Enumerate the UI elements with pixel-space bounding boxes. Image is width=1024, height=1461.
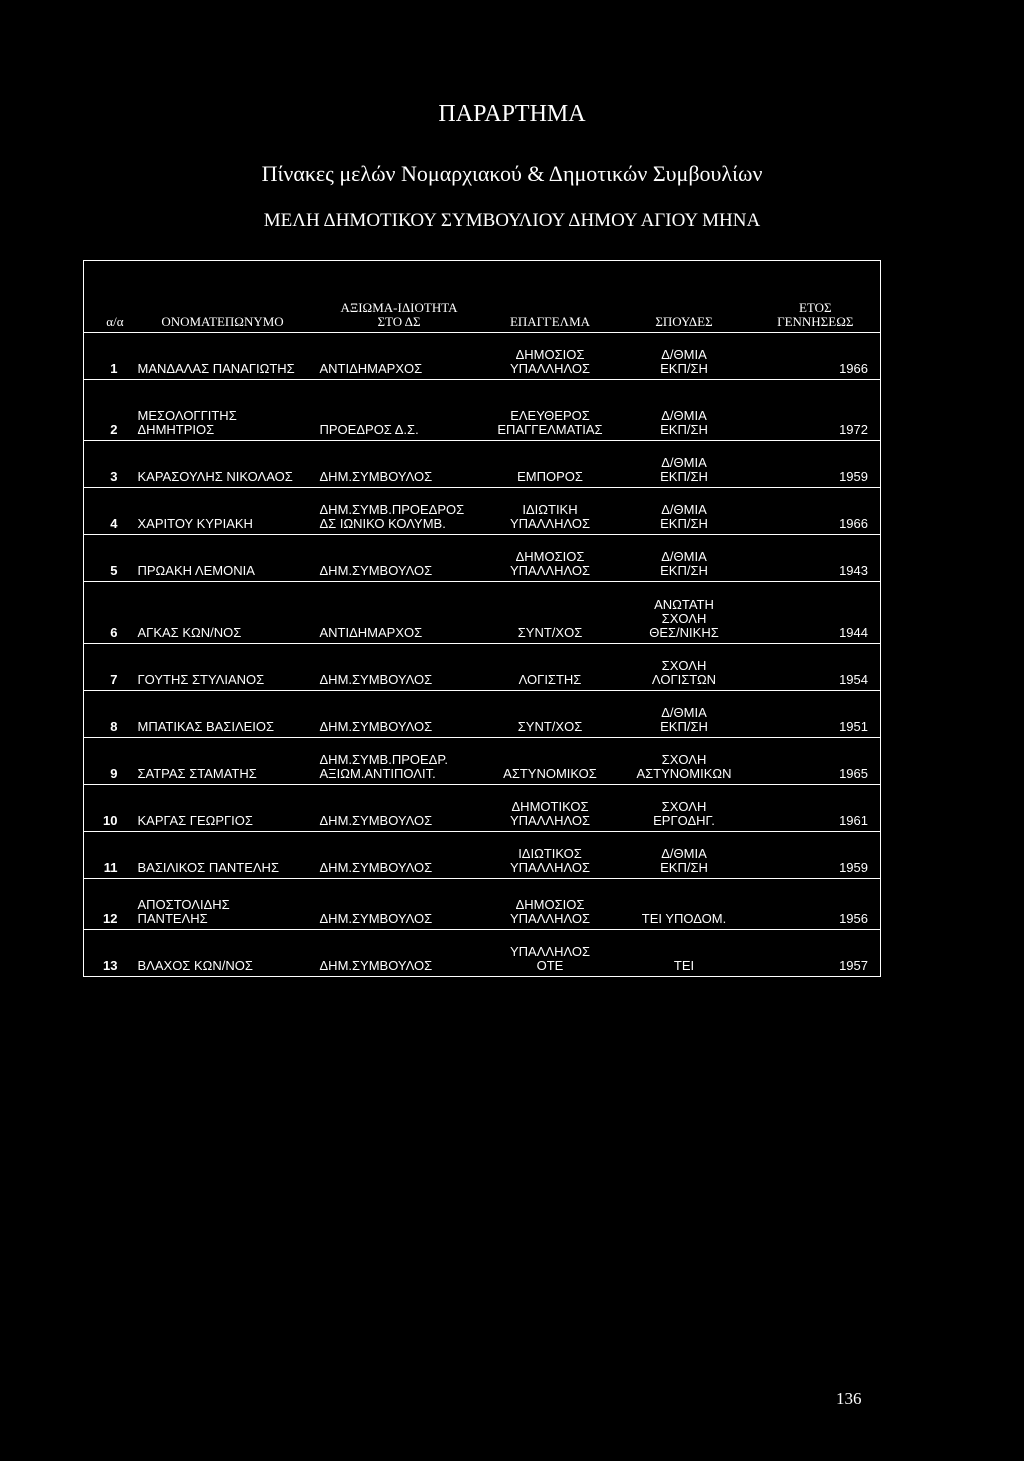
member-birth-year: 1943	[751, 535, 881, 582]
member-position-line: ΔΗΜ.ΣΥΜΒ.ΠΡΟΕΔΡΟΣ	[319, 502, 465, 517]
row-number: 6	[84, 582, 130, 644]
member-studies-line: ΑΣΤΥΝΟΜΙΚΩΝ	[636, 766, 732, 781]
member-position-line: ΑΝΤΙΔΗΜΑΡΧΟΣ	[319, 361, 423, 376]
member-profession-line: ΙΔΙΩΤΙΚΗ	[522, 502, 578, 517]
member-studies-line: Δ/ΘΜΙΑ	[661, 549, 707, 564]
member-name-line: ΚΑΡΓΑΣ ΓΕΩΡΓΙΟΣ	[137, 813, 253, 828]
member-name-line: ΓΟΥΤΗΣ ΣΤΥΛΙΑΝΟΣ	[137, 672, 265, 687]
member-profession	[483, 333, 618, 380]
member-profession-line: ΟΤΕ	[536, 958, 564, 973]
table-header-row	[84, 261, 881, 333]
member-name-line: ΠΡΩΑΚΗ ΛΕΜΟΝΙΑ	[137, 563, 255, 578]
member-studies-line: ΑΝΩΤΑΤΗ	[654, 597, 714, 612]
member-name-line: ΑΠΟΣΤΟΛΙΔΗΣ	[137, 897, 230, 912]
member-name	[130, 535, 316, 582]
member-position-line: ΠΡΟΕΔΡΟΣ Δ.Σ.	[319, 422, 419, 437]
member-studies-line: ΘΕΣ/ΝΙΚΗΣ	[649, 625, 719, 640]
table-row	[84, 333, 881, 380]
table-row	[84, 738, 881, 785]
member-profession	[483, 441, 618, 488]
member-profession	[483, 691, 618, 738]
member-studies-line: Δ/ΘΜΙΑ	[661, 502, 707, 517]
member-position	[316, 879, 483, 930]
member-birth-year: 1951	[751, 691, 881, 738]
member-position-line: ΔΗΜ.ΣΥΜΒΟΥΛΟΣ	[319, 911, 433, 926]
member-name	[130, 691, 316, 738]
member-birth-year: 1966	[751, 488, 881, 535]
col-header-aa: α/α	[84, 261, 130, 333]
col-header-year-line1: ΕΤΟΣ	[798, 300, 832, 315]
member-name	[130, 380, 316, 441]
member-profession	[483, 832, 618, 879]
member-position-line: ΔΗΜ.ΣΥΜΒ.ΠΡΟΕΔΡ.	[319, 752, 448, 767]
member-studies	[618, 333, 751, 380]
council-members-table	[83, 260, 881, 977]
row-number: 3	[84, 441, 130, 488]
member-studies-line: ΕΚΠ/ΣΗ	[660, 719, 708, 734]
col-header-position-line1: ΑΞΙΩΜΑ-ΙΔΙΟΤΗΤΑ	[340, 300, 458, 315]
member-position-line: ΑΞΙΩΜ.ΑΝΤΙΠΟΛΙΤ.	[319, 766, 436, 781]
page-subheading: Πίνακες μελών Νομαρχιακού & Δημοτικών Συμβουλίων	[261, 161, 763, 186]
member-birth-year: 1972	[751, 380, 881, 441]
table-row	[84, 488, 881, 535]
member-position	[316, 333, 483, 380]
member-studies-line: ΕΚΠ/ΣΗ	[660, 469, 708, 484]
page-heading: ΠΑΡΑΡΤΗΜΑ	[438, 101, 586, 127]
member-name	[130, 832, 316, 879]
member-birth-year: 1944	[751, 582, 881, 644]
member-position-line: ΔΗΜ.ΣΥΜΒΟΥΛΟΣ	[319, 719, 433, 734]
member-studies	[618, 832, 751, 879]
table-row	[84, 930, 881, 977]
member-position	[316, 582, 483, 644]
member-name	[130, 333, 316, 380]
member-position	[316, 380, 483, 441]
member-birth-year: 1957	[751, 930, 881, 977]
member-birth-year: 1965	[751, 738, 881, 785]
member-birth-year: 1956	[751, 879, 881, 930]
member-name-line: ΚΑΡΑΣΟΥΛΗΣ ΝΙΚΟΛΑΟΣ	[137, 469, 293, 484]
member-position-line: ΔΗΜ.ΣΥΜΒΟΥΛΟΣ	[319, 860, 433, 875]
member-birth-year: 1959	[751, 832, 881, 879]
row-number: 4	[84, 488, 130, 535]
member-name-line: ΜΕΣΟΛΟΓΓΙΤΗΣ	[137, 408, 237, 423]
member-position	[316, 785, 483, 832]
member-birth-year: 1961	[751, 785, 881, 832]
table-row	[84, 691, 881, 738]
member-profession-line: ΥΠΑΛΛΗΛΟΣ	[509, 911, 591, 926]
member-studies	[618, 582, 751, 644]
col-header-year	[751, 261, 881, 333]
table-row	[84, 785, 881, 832]
member-studies-line: Δ/ΘΜΙΑ	[661, 455, 707, 470]
member-studies-line: ΕΚΠ/ΣΗ	[660, 516, 708, 531]
table-row	[84, 879, 881, 930]
row-number: 7	[84, 644, 130, 691]
member-studies-line: Δ/ΘΜΙΑ	[661, 347, 707, 362]
member-position	[316, 535, 483, 582]
row-number: 2	[84, 380, 130, 441]
member-profession-line: ΕΛΕΥΘΕΡΟΣ	[510, 408, 590, 423]
member-position	[316, 644, 483, 691]
member-studies-line: ΤΕΙ ΥΠΟΔΟΜ.	[641, 911, 727, 926]
member-studies	[618, 380, 751, 441]
col-header-studies: ΣΠΟΥΔΕΣ	[618, 261, 751, 333]
table-row	[84, 441, 881, 488]
member-studies	[618, 879, 751, 930]
member-profession-line: ΑΣΤΥΝΟΜΙΚΟΣ	[503, 766, 597, 781]
member-birth-year: 1959	[751, 441, 881, 488]
member-profession-line: ΙΔΙΩΤΙΚΟΣ	[518, 846, 582, 861]
member-studies-line: ΣΧΟΛΗ	[661, 658, 707, 673]
member-name	[130, 488, 316, 535]
member-studies-line: ΕΚΠ/ΣΗ	[660, 860, 708, 875]
member-profession	[483, 488, 618, 535]
member-studies-line: ΛΟΓΙΣΤΩΝ	[651, 672, 717, 687]
table-row	[84, 582, 881, 644]
member-profession	[483, 582, 618, 644]
member-profession-line: ΥΠΑΛΛΗΛΟΣ	[509, 516, 591, 531]
member-studies-line: ΣΧΟΛΗ	[661, 799, 707, 814]
table-row	[84, 832, 881, 879]
member-profession-line: ΔΗΜΟΣΙΟΣ	[515, 347, 585, 362]
member-birth-year: 1966	[751, 333, 881, 380]
member-position-line: ΔΗΜ.ΣΥΜΒΟΥΛΟΣ	[319, 813, 433, 828]
member-position-line: ΔΗΜ.ΣΥΜΒΟΥΛΟΣ	[319, 563, 433, 578]
member-profession-line: ΣΥΝΤ/ΧΟΣ	[517, 719, 583, 734]
member-name	[130, 785, 316, 832]
row-number: 12	[84, 879, 130, 930]
col-header-year-line2: ΓΕΝΝΗΣΕΩΣ	[777, 314, 854, 329]
member-position	[316, 691, 483, 738]
member-position-line: ΔΗΜ.ΣΥΜΒΟΥΛΟΣ	[319, 672, 433, 687]
member-name	[130, 879, 316, 930]
member-profession-line: ΥΠΑΛΛΗΛΟΣ	[509, 361, 591, 376]
col-header-position-line2: ΣΤΟ ΔΣ	[377, 314, 421, 329]
member-studies-line: ΕΚΠ/ΣΗ	[660, 361, 708, 376]
page-number: 136	[836, 1389, 862, 1408]
member-studies	[618, 535, 751, 582]
member-studies-line: ΕΚΠ/ΣΗ	[660, 422, 708, 437]
member-studies	[618, 441, 751, 488]
member-studies	[618, 691, 751, 738]
member-position-line: ΑΝΤΙΔΗΜΑΡΧΟΣ	[319, 625, 423, 640]
row-number: 1	[84, 333, 130, 380]
member-name	[130, 738, 316, 785]
member-profession-line: ΛΟΓΙΣΤΗΣ	[518, 672, 582, 687]
member-birth-year: 1954	[751, 644, 881, 691]
member-name	[130, 644, 316, 691]
member-profession	[483, 535, 618, 582]
member-profession-line: ΥΠΑΛΛΗΛΟΣ	[509, 563, 591, 578]
member-profession	[483, 930, 618, 977]
row-number: 10	[84, 785, 130, 832]
member-position	[316, 441, 483, 488]
member-position	[316, 488, 483, 535]
member-profession	[483, 785, 618, 832]
member-profession-line: ΥΠΑΛΛΗΛΟΣ	[509, 860, 591, 875]
row-number: 9	[84, 738, 130, 785]
member-position-line: ΔΣ ΙΩΝΙΚΟ ΚΟΛΥΜΒ.	[319, 516, 446, 531]
member-name-line: ΜΠΑΤΙΚΑΣ ΒΑΣΙΛΕΙΟΣ	[137, 719, 275, 734]
member-profession-line: ΥΠΑΛΛΗΛΟΣ	[509, 813, 591, 828]
member-studies-line: ΤΕΙ	[673, 958, 695, 973]
member-position-line: ΔΗΜ.ΣΥΜΒΟΥΛΟΣ	[319, 469, 433, 484]
member-studies	[618, 644, 751, 691]
member-position-line: ΔΗΜ.ΣΥΜΒΟΥΛΟΣ	[319, 958, 433, 973]
member-studies	[618, 738, 751, 785]
col-header-name: ΟΝΟΜΑΤΕΠΩΝΥΜΟ	[130, 261, 316, 333]
member-profession	[483, 644, 618, 691]
member-name-line: ΔΗΜΗΤΡΙΟΣ	[137, 422, 215, 437]
member-studies-line: ΕΡΓΟΔΗΓ.	[653, 813, 715, 828]
member-studies-line: ΣΧΟΛΗ	[661, 611, 707, 626]
member-profession-line: ΔΗΜΟΤΙΚΟΣ	[511, 799, 589, 814]
member-studies-line: Δ/ΘΜΙΑ	[661, 408, 707, 423]
table-title: ΜΕΛΗ ΔΗΜΟΤΙΚΟΥ ΣΥΜΒΟΥΛΙΟΥ ΔΗΜΟΥ ΑΓΙΟΥ ΜΗΝΑ	[263, 210, 761, 231]
member-profession	[483, 879, 618, 930]
member-profession	[483, 380, 618, 441]
member-position	[316, 738, 483, 785]
member-name-line: ΒΛΑΧΟΣ ΚΩΝ/ΝΟΣ	[137, 958, 253, 973]
table-row	[84, 644, 881, 691]
member-name-line: ΠΑΝΤΕΛΗΣ	[137, 911, 208, 926]
member-name	[130, 441, 316, 488]
col-header-profession: ΕΠΑΓΓΕΛΜΑ	[483, 261, 618, 333]
member-name-line: ΣΑΤΡΑΣ ΣΤΑΜΑΤΗΣ	[137, 766, 257, 781]
table-row	[84, 380, 881, 441]
member-studies-line: Δ/ΘΜΙΑ	[661, 705, 707, 720]
member-studies	[618, 930, 751, 977]
member-studies-line: Δ/ΘΜΙΑ	[661, 846, 707, 861]
member-studies	[618, 785, 751, 832]
member-name-line: ΑΓΚΑΣ ΚΩΝ/ΝΟΣ	[137, 625, 242, 640]
row-number: 11	[84, 832, 130, 879]
member-position	[316, 930, 483, 977]
member-profession-line: ΔΗΜΟΣΙΟΣ	[515, 897, 585, 912]
member-profession-line: ΔΗΜΟΣΙΟΣ	[515, 549, 585, 564]
table-row	[84, 535, 881, 582]
member-profession-line: ΕΜΠΟΡΟΣ	[517, 469, 583, 484]
member-name-line: ΜΑΝΔΑΛΑΣ ΠΑΝΑΓΙΩΤΗΣ	[137, 361, 295, 376]
member-name-line: ΧΑΡΙΤΟΥ ΚΥΡΙΑΚΗ	[137, 516, 253, 531]
member-profession-line: ΣΥΝΤ/ΧΟΣ	[517, 625, 583, 640]
member-studies-line: ΕΚΠ/ΣΗ	[660, 563, 708, 578]
member-position	[316, 832, 483, 879]
member-studies	[618, 488, 751, 535]
row-number: 5	[84, 535, 130, 582]
member-name	[130, 582, 316, 644]
member-name-line: ΒΑΣΙΛΙΚΟΣ ΠΑΝΤΕΛΗΣ	[137, 860, 279, 875]
member-name	[130, 930, 316, 977]
row-number: 8	[84, 691, 130, 738]
member-profession-line: ΥΠΑΛΛΗΛΟΣ	[509, 944, 591, 959]
row-number: 13	[84, 930, 130, 977]
member-profession	[483, 738, 618, 785]
col-header-position	[316, 261, 483, 333]
member-studies-line: ΣΧΟΛΗ	[661, 752, 707, 767]
member-profession-line: ΕΠΑΓΓΕΛΜΑΤΙΑΣ	[497, 422, 603, 437]
